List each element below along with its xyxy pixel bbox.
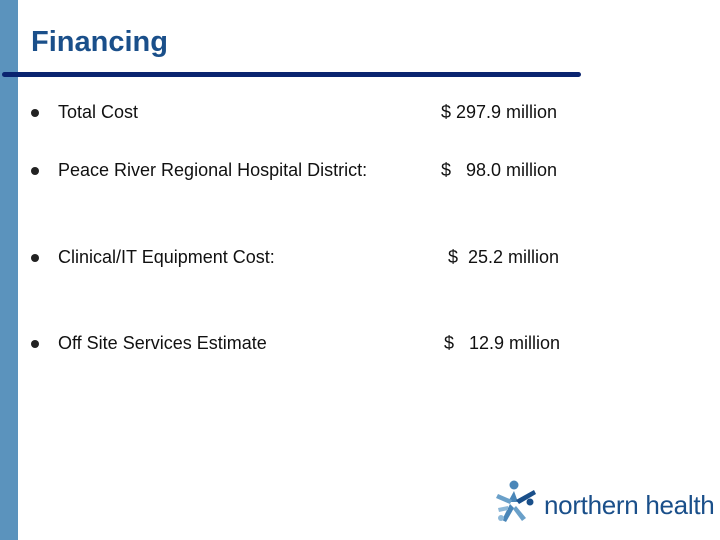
bullet-icon [31, 167, 39, 175]
list-item-regional-hospital [0, 158, 720, 188]
list-item-off-site-services [0, 331, 720, 361]
item-label: Total Cost [58, 102, 139, 122]
bullet-icon [31, 340, 39, 348]
item-value: $ 25.2 million [448, 247, 560, 267]
bullet-icon [31, 254, 39, 262]
slide-title: Financing [31, 26, 168, 58]
bullet-icon [31, 109, 39, 117]
item-value: $ 98.0 million [441, 160, 558, 180]
people-burst-icon [494, 478, 540, 528]
item-label: Peace River Regional Hospital District: [58, 160, 368, 180]
list-item-total-cost [0, 100, 720, 130]
item-label: Clinical/IT Equipment Cost: [58, 247, 275, 267]
item-label: Off Site Services Estimate [58, 333, 267, 353]
item-value: $ 12.9 million [444, 333, 561, 353]
northern-health-logo [494, 478, 715, 530]
logo-text: northern health [544, 490, 715, 520]
item-value: $ 297.9 million [441, 102, 558, 122]
list-item-equipment-cost [0, 245, 720, 275]
